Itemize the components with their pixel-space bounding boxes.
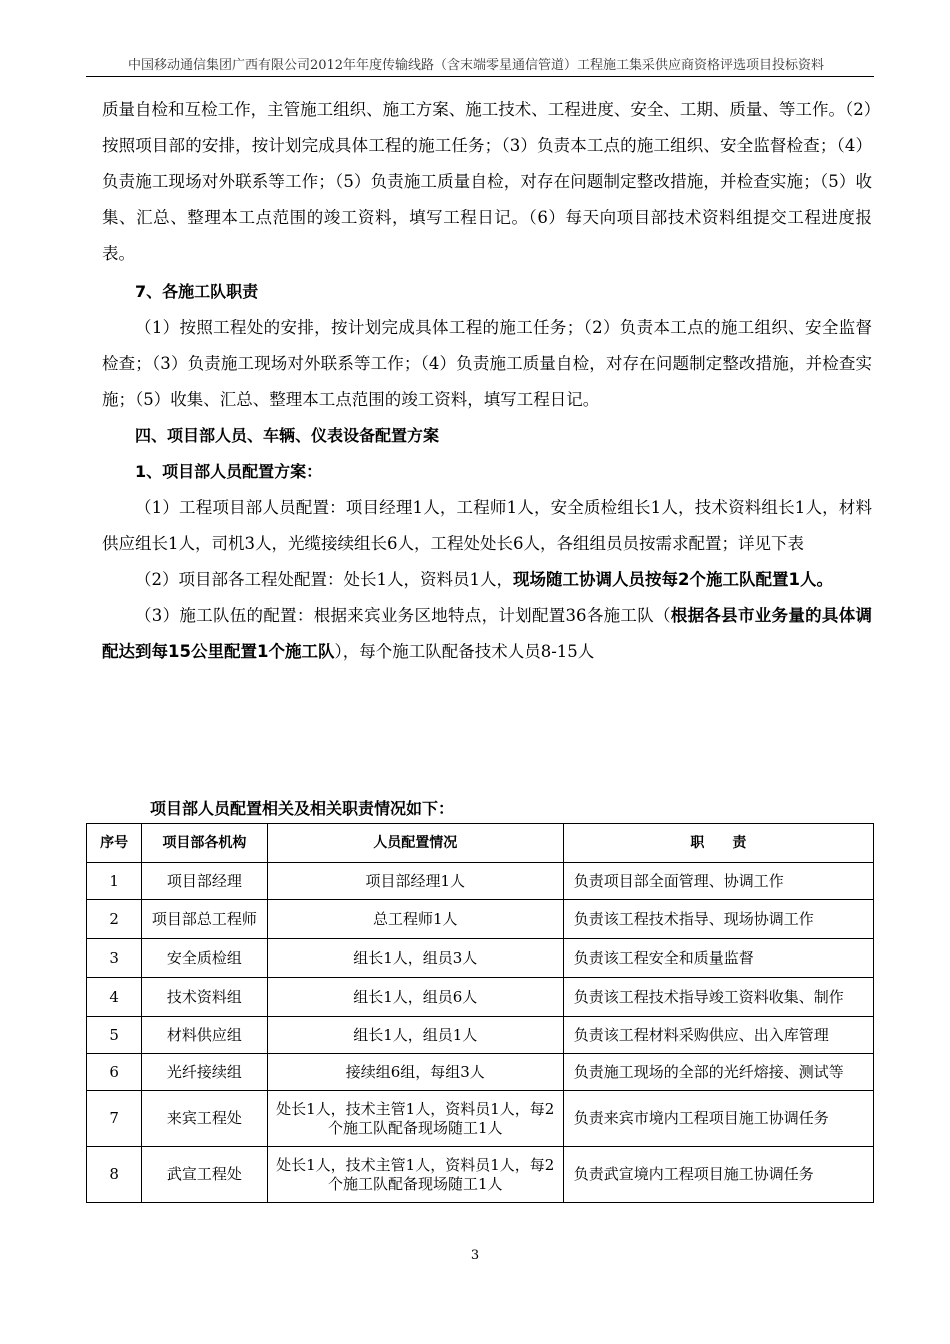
paragraph-continued: 质量自检和互检工作，主管施工组织、施工方案、施工技术、工程进度、安全、工期、质量、等工作。（2）按照项目部的安排，按计划完成具体工程的施工任务；（3）负责本工点的施工组织、安全监督检查；（4）负责施工现场对外联系等工作；（5）负责施工质量自检，对存在问题制定整改措施，并检查实施；（5）收集、汇总、整理本工点范围的竣工资料，填写工程日记。（6）每天向项目部技术资料组提交工程进度报表。 <box>102 100 872 263</box>
header-cell: 序号 <box>87 824 142 863</box>
section-heading-4-1: 1、项目部人员配置方案： <box>135 462 323 481</box>
team-config-emphasis: 根据各县市业务量的具体调配达到每15公里配置1个施工队 <box>102 606 872 661</box>
cell-unit: 武宣工程处 <box>142 1147 267 1203</box>
cell-index: 5 <box>87 1017 142 1054</box>
paragraph-staffing: （1）工程项目部人员配置：项目经理1人，工程师1人，安全质检组长1人，技术资料组长1人，材料供应组长1人，司机3人，光缆接续组长6人，工程处处长6人，各组组员员按需求配置；详见下表 <box>102 498 872 553</box>
cell-staffing: 组长1人，组员1人 <box>267 1017 563 1054</box>
table-caption: 项目部人员配置相关及相关职责情况如下： <box>150 799 455 818</box>
header-cell: 项目部各机构 <box>142 824 267 863</box>
table-row <box>87 1091 874 1147</box>
section-heading-7: 7、各施工队职责 <box>135 282 259 301</box>
cell-duty: 负责该工程技术指导竣工资料收集、制作 <box>563 978 873 1017</box>
cell-duty: 负责施工现场的全部的光纤熔接、测试等 <box>563 1054 873 1091</box>
cell-index: 1 <box>87 863 142 900</box>
cell-unit: 项目部总工程师 <box>142 900 267 939</box>
cell-index: 3 <box>87 939 142 978</box>
cell-index: 8 <box>87 1147 142 1203</box>
cell-unit: 安全质检组 <box>142 939 267 978</box>
page-number: 3 <box>470 1248 480 1263</box>
paragraph-team-duties: （1）按照工程处的安排，按计划完成具体工程的施工任务；（2）负责本工点的施工组织、安全监督检查；（3）负责施工现场对外联系等工作；（4）负责施工质量自检，对存在问题制定整改措施，并检查实施；（5）收集、汇总、整理本工点范围的竣工资料，填写工程日记。 <box>102 318 872 409</box>
cell-duty: 负责该工程材料采购供应、出入库管理 <box>563 1017 873 1054</box>
table-row <box>87 978 874 1017</box>
document-body <box>102 92 872 670</box>
cell-unit: 项目部经理 <box>142 863 267 900</box>
table-row <box>87 939 874 978</box>
cell-duty: 负责该工程技术指导、现场协调工作 <box>563 900 873 939</box>
cell-staffing: 处长1人，技术主管1人，资料员1人，每2个施工队配备现场随工1人 <box>267 1147 563 1203</box>
office-config-text: （2）项目部各工程处配置：处长1人，资料员1人， <box>135 570 513 589</box>
cell-duty: 负责武宣境内工程项目施工协调任务 <box>563 1147 873 1203</box>
team-config-text-c: ），每个施工队配备技术人员8-15人 <box>334 642 595 661</box>
header-cell: 人员配置情况 <box>267 824 563 863</box>
cell-staffing: 总工程师1人 <box>267 900 563 939</box>
cell-unit: 来宾工程处 <box>142 1091 267 1147</box>
header-cell: 职 责 <box>563 824 873 863</box>
table-row <box>87 1147 874 1203</box>
table-row <box>87 1054 874 1091</box>
cell-index: 2 <box>87 900 142 939</box>
table-row <box>87 863 874 900</box>
cell-unit: 技术资料组 <box>142 978 267 1017</box>
cell-duty: 负责该工程安全和质量监督 <box>563 939 873 978</box>
section-heading-4: 四、项目部人员、车辆、仪表设备配置方案 <box>135 426 440 445</box>
table-header-row <box>87 824 874 863</box>
cell-staffing: 处长1人，技术主管1人，资料员1人，每2个施工队配备现场随工1人 <box>267 1091 563 1147</box>
cell-index: 4 <box>87 978 142 1017</box>
staffing-table <box>86 823 874 1203</box>
cell-staffing: 项目部经理1人 <box>267 863 563 900</box>
page-header: 中国移动通信集团广西有限公司2012年年度传输线路（含末端零星通信管道）工程施工集采供应商资格评选项目投标资料 <box>127 58 825 73</box>
paragraph-team-config <box>102 598 872 670</box>
cell-duty: 负责项目部全面管理、协调工作 <box>563 863 873 900</box>
cell-staffing: 接续组6组，每组3人 <box>267 1054 563 1091</box>
cell-index: 7 <box>87 1091 142 1147</box>
cell-staffing: 组长1人，组员6人 <box>267 978 563 1017</box>
table-row <box>87 1017 874 1054</box>
team-config-text-a: （3）施工队伍的配置：根据来宾业务区地特点，计划配置36各施工队（ <box>135 606 671 625</box>
paragraph-office-config <box>102 562 872 598</box>
cell-unit: 光纤接续组 <box>142 1054 267 1091</box>
cell-staffing: 组长1人，组员3人 <box>267 939 563 978</box>
office-config-emphasis: 现场随工协调人员按每2个施工队配置1人。 <box>513 570 833 589</box>
table-row <box>87 900 874 939</box>
header-divider <box>86 76 874 77</box>
cell-index: 6 <box>87 1054 142 1091</box>
cell-duty: 负责来宾市境内工程项目施工协调任务 <box>563 1091 873 1147</box>
cell-unit: 材料供应组 <box>142 1017 267 1054</box>
